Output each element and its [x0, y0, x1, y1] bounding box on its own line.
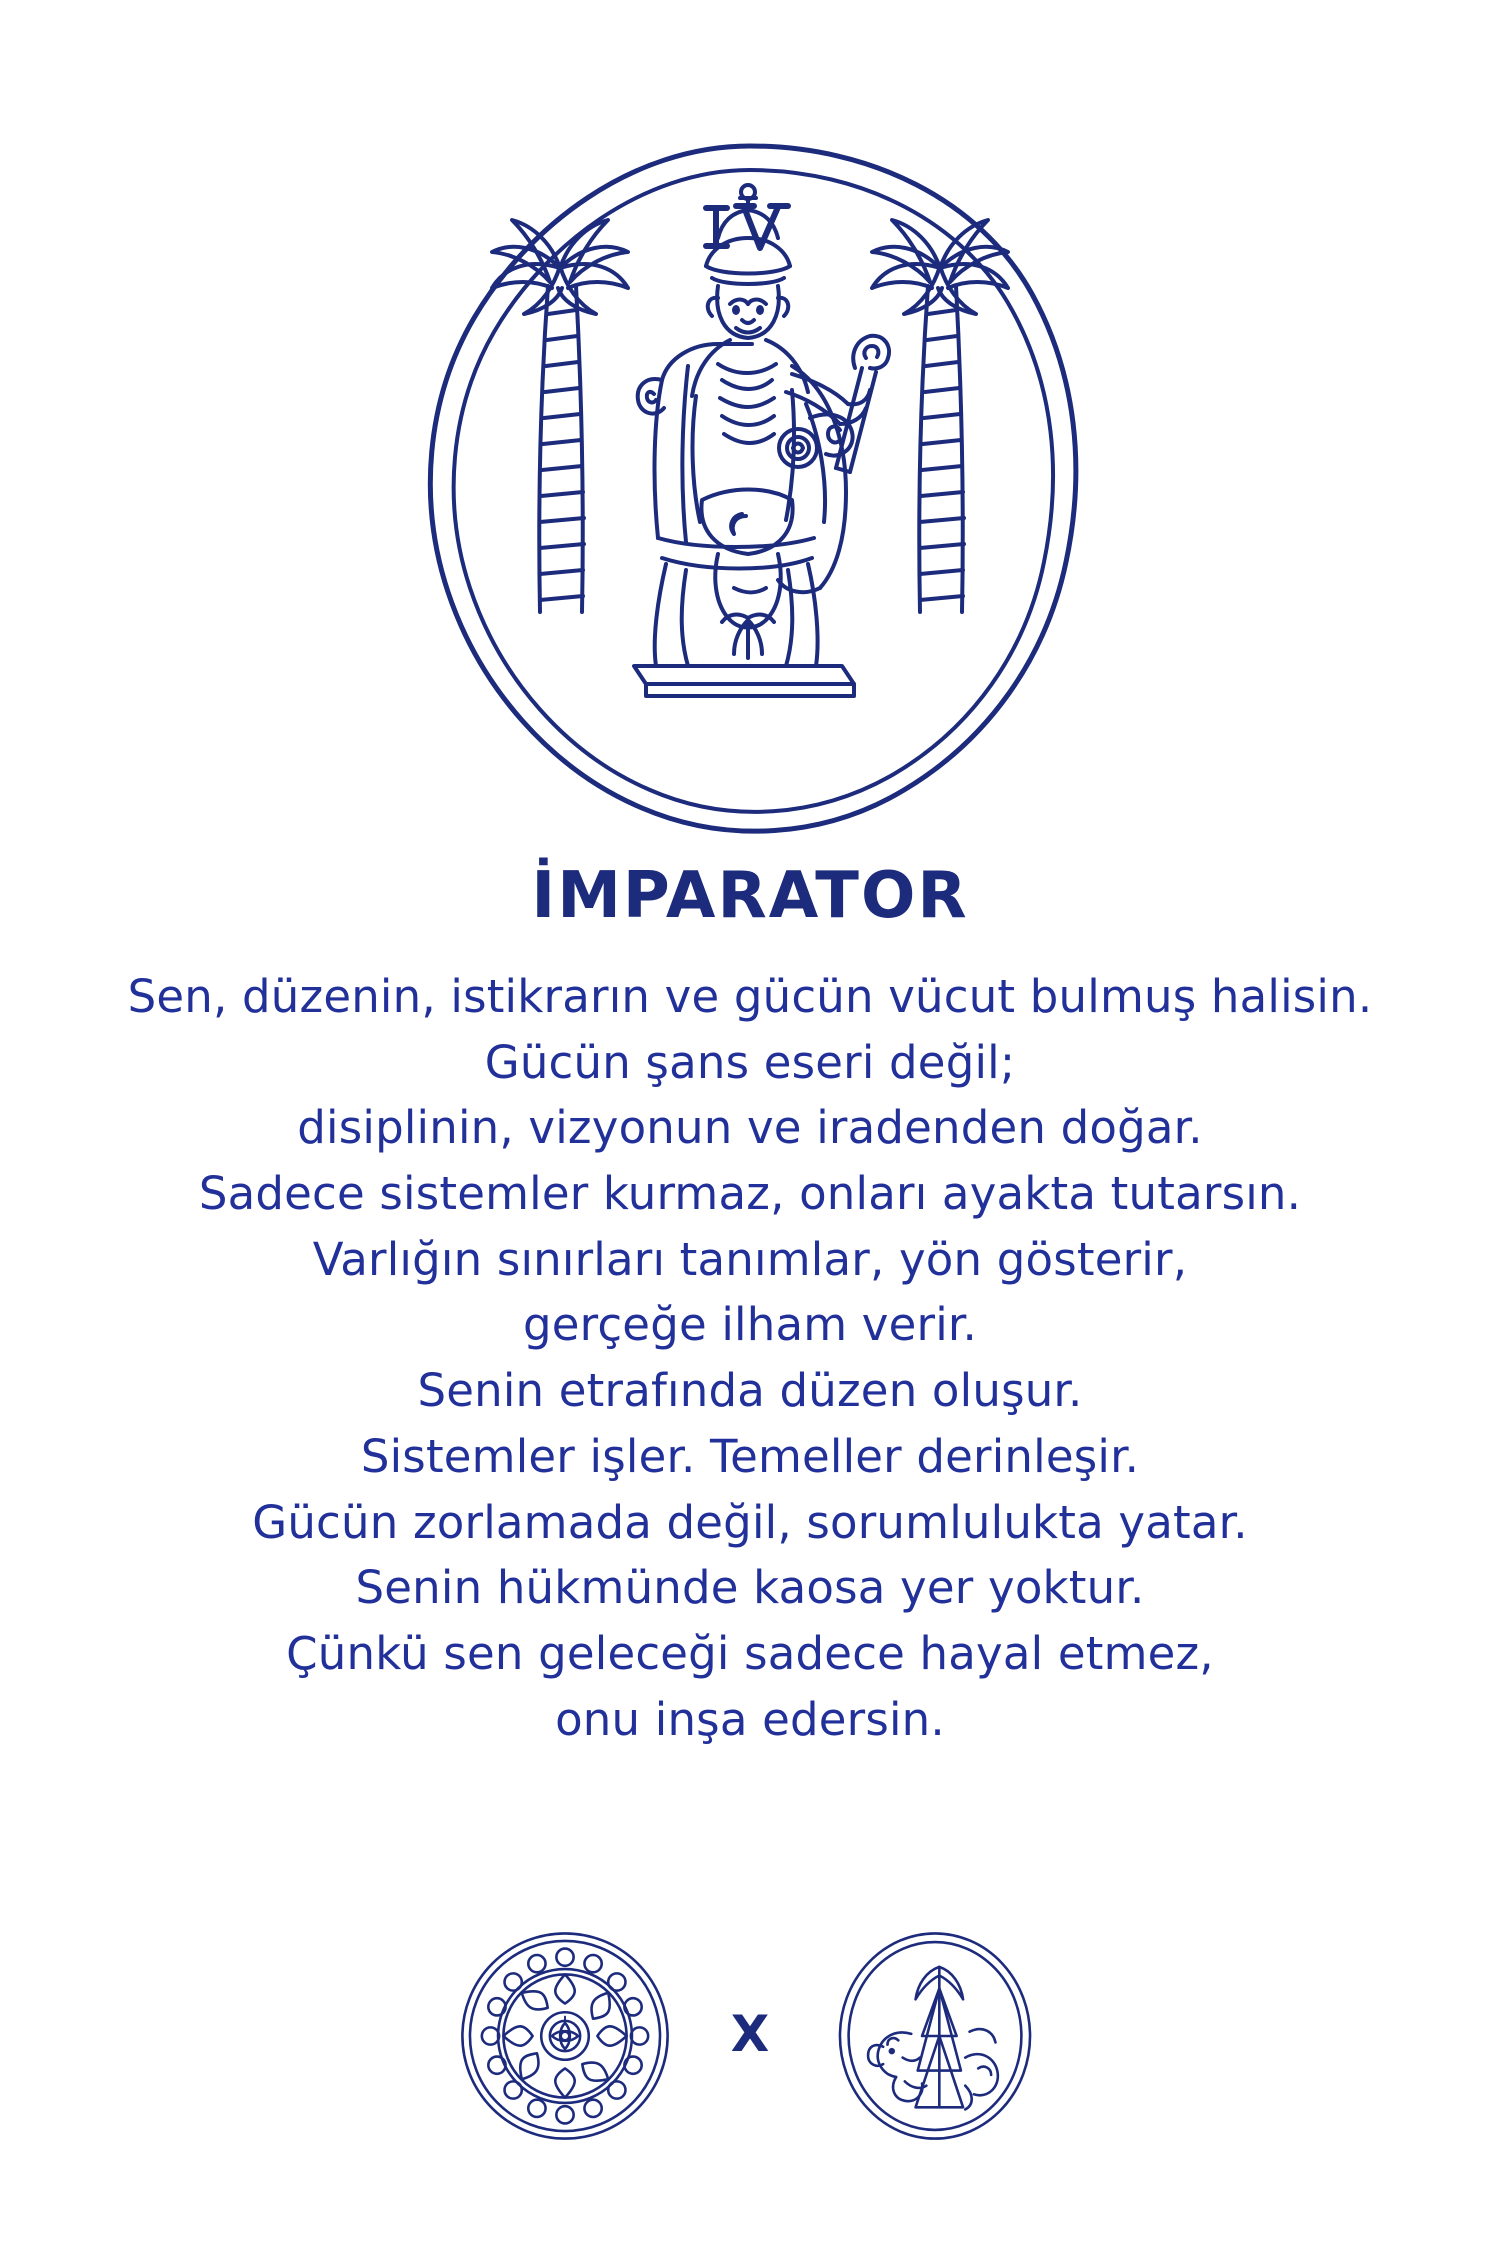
poem-line: Çünkü sen geleceği sadece hayal etmez, [286, 1626, 1214, 1680]
mehray-circular-seal-icon [457, 1928, 673, 2144]
seal-separator: X [730, 2005, 770, 2063]
poem-line: Senin etrafında düzen oluşur. [417, 1364, 1083, 1418]
poem-line: onu inşa edersin. [555, 1692, 945, 1746]
poem-line: Senin hükmünde kaosa yer yoktur. [355, 1561, 1145, 1615]
footer-seals [0, 1928, 1500, 2144]
palm-tree-right [872, 220, 1008, 612]
card-poem [40, 964, 1460, 1752]
poem-line: Sadece sistemler kurmaz, onları ayakta tutarsın. [198, 1167, 1302, 1221]
monkey-palm-oval-seal-icon [827, 1928, 1043, 2144]
poem-line: gerçeğe ilham verir. [523, 1298, 977, 1352]
palm-tree-left [492, 220, 628, 612]
emperor-emblem [400, 118, 1100, 858]
poem-line: Varlığın sınırları tanımlar, yön gösterir, [312, 1232, 1188, 1286]
poem-line: disiplinin, vizyonun ve iradenden doğar. [297, 1101, 1203, 1155]
poem-line: Sistemler işler. Temeller derinleşir. [360, 1429, 1140, 1483]
poem-line: Gücün şans eseri değil; [484, 1035, 1016, 1089]
card-title: İMPARATOR [531, 859, 969, 933]
poem-line: Sen, düzenin, istikrarın ve gücün vücut bulmuş halisin. [127, 970, 1373, 1023]
poem-line: Gücün zorlamada değil, sorumlulukta yatar. [252, 1495, 1248, 1549]
